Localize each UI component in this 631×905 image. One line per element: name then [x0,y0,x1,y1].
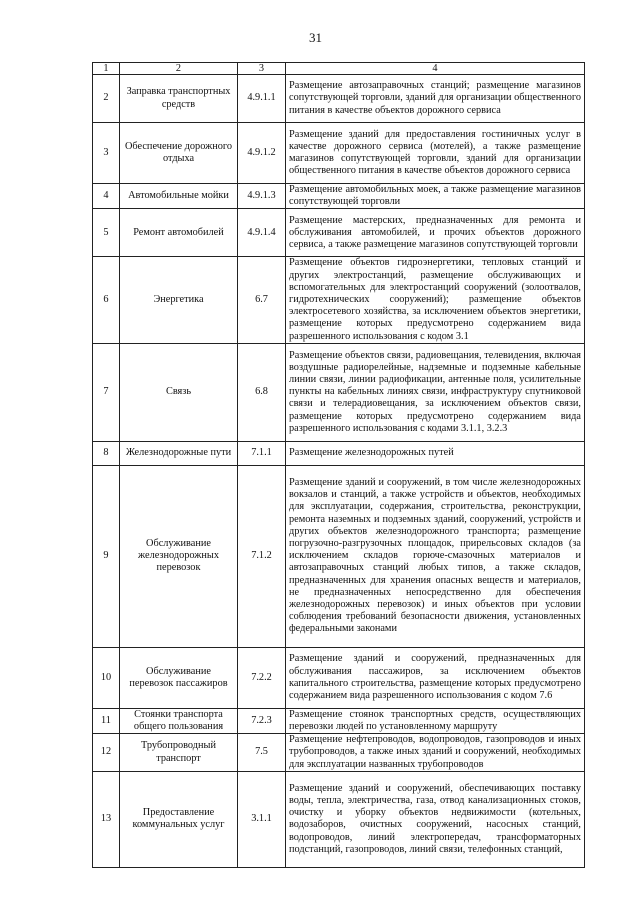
land-use-description-cell: Размещение зданий для предоставления гостиничных услуг в качестве дорожного сервиса (мотелей), а также размещение магазинов сопутствующей торговли, зданий для организации общественного питания в качестве объектов дорожного сервиса [286,123,585,184]
row-number-cell: 5 [93,209,120,257]
land-use-name-cell: Трубопроводный транспорт [120,734,238,772]
land-use-description-cell: Размещение объектов связи, радиовещания, телевидения, включая воздушные радиорелейные, надземные и подземные кабельные линии связи, линии радиофикации, антенные поля, усилительные пункты на кабельных линиях связи, инфраструктуру спутниковой связи и телерадиовещания, за исключением объектов связи, размещение которых предусмотрено содержанием вида разрешенного использования с кодами 3.1.1, 3.2.3 [286,343,585,441]
row-number-cell: 2 [93,75,120,123]
land-use-name-cell: Стоянки транспорта общего пользования [120,708,238,733]
header-cell: 4 [286,63,585,75]
table-row [93,647,585,708]
row-number-cell: 7 [93,343,120,441]
header-cell: 3 [238,63,286,75]
land-use-code-cell: 4.9.1.4 [238,209,286,257]
row-number-cell: 3 [93,123,120,184]
land-use-name-cell: Предоставление коммунальных услуг [120,771,238,867]
land-use-code-cell: 4.9.1.1 [238,75,286,123]
land-use-code-cell: 7.1.2 [238,465,286,647]
header-cell: 2 [120,63,238,75]
land-use-name-cell: Энергетика [120,257,238,343]
row-number-cell: 4 [93,184,120,209]
table-row [93,257,585,343]
land-use-description-cell: Размещение зданий и сооружений, обеспечивающих поставку воды, тепла, электричества, газа, отвод канализационных стоков, очистку и уборку объектов недвижимости (котельных, водозаборов, очистных сооружений, насосных станций, водопроводов, линий электропередач, трансформаторных подстанций, газопроводов, линий связи, телефонных станций, [286,771,585,867]
land-use-name-cell: Заправка транспортных средств [120,75,238,123]
table-row [93,75,585,123]
page-number: 31 [309,30,322,45]
land-use-code-cell: 7.2.2 [238,647,286,708]
table-row [93,123,585,184]
land-use-description-cell: Размещение автомобильных моек, а также размещение магазинов сопутствующей торговли [286,184,585,209]
table-row [93,734,585,772]
land-use-code-cell: 6.8 [238,343,286,441]
land-use-table [92,62,585,868]
land-use-name-cell: Автомобильные мойки [120,184,238,209]
land-use-code-cell: 7.2.3 [238,708,286,733]
land-use-description-cell: Размещение нефтепроводов, водопроводов, газопроводов и иных трубопроводов, а также иных зданий и сооружений, необходимых для эксплуатации названных трубопроводов [286,734,585,772]
row-number-cell: 10 [93,647,120,708]
table-row [93,771,585,867]
land-use-name-cell: Связь [120,343,238,441]
row-number-cell: 6 [93,257,120,343]
table-row [93,343,585,441]
land-use-code-cell: 4.9.1.2 [238,123,286,184]
land-use-description-cell: Размещение стоянок транспортных средств, осуществляющих перевозки людей по установленному маршруту [286,708,585,733]
land-use-description-cell: Размещение зданий и сооружений, в том числе железнодорожных вокзалов и станций, а также устройств и объектов, необходимых для эксплуатации, содержания, строительства, реконструкции, ремонта наземных и подземных зданий, сооружений, устройств и других объектов железнодорожного транспорта; размещение погрузочно-разгрузочных площадок, прирельсовых складов (за исключением складов горюче-смазочных материалов и автозаправочных станций любых типов, а также складов, предназначенных для хранения опасных веществ и материалов, не предназначенных непосредственно для обеспечения железнодорожных перевозок) и иных объектов при условии соблюдения требований безопасности движения, установленных федеральными законами [286,465,585,647]
land-use-code-cell: 7.5 [238,734,286,772]
land-use-description-cell: Размещение зданий и сооружений, предназначенных для обслуживания пассажиров, за исключением объектов капитального строительства, размещение которых предусмотрено содержанием вида разрешенного использования с кодом 7.6 [286,647,585,708]
table-row [93,708,585,733]
table-header-row [93,63,585,75]
land-use-name-cell: Обслуживание железнодорожных перевозок [120,465,238,647]
land-use-description-cell: Размещение автозаправочных станций; размещение магазинов сопутствующей торговли, зданий для организации общественного питания в качестве объектов дорожного сервиса [286,75,585,123]
land-use-description-cell: Размещение железнодорожных путей [286,441,585,465]
land-use-code-cell: 3.1.1 [238,771,286,867]
land-use-code-cell: 4.9.1.3 [238,184,286,209]
table-row [93,209,585,257]
land-use-name-cell: Железнодорожные пути [120,441,238,465]
row-number-cell: 12 [93,734,120,772]
land-use-name-cell: Ремонт автомобилей [120,209,238,257]
land-use-code-cell: 6.7 [238,257,286,343]
row-number-cell: 11 [93,708,120,733]
row-number-cell: 8 [93,441,120,465]
land-use-name-cell: Обеспечение дорожного отдыха [120,123,238,184]
table-row [93,441,585,465]
row-number-cell: 13 [93,771,120,867]
header-cell: 1 [93,63,120,75]
land-use-name-cell: Обслуживание перевозок пассажиров [120,647,238,708]
table-row [93,465,585,647]
row-number-cell: 9 [93,465,120,647]
land-use-description-cell: Размещение объектов гидроэнергетики, тепловых станций и других электростанций, размещение обслуживающих и вспомогательных для электростанций сооружений (золоотвалов, гидротехнических сооружений); размещение объектов электросетевого хозяйства, за исключением объектов энергетики, размещение которых предусмотрено содержанием вида разрешенного использования с кодом 3.1 [286,257,585,343]
land-use-description-cell: Размещение мастерских, предназначенных для ремонта и обслуживания автомобилей, и прочих объектов дорожного сервиса, а также размещение магазинов сопутствующей торговли [286,209,585,257]
table-row [93,184,585,209]
land-use-code-cell: 7.1.1 [238,441,286,465]
